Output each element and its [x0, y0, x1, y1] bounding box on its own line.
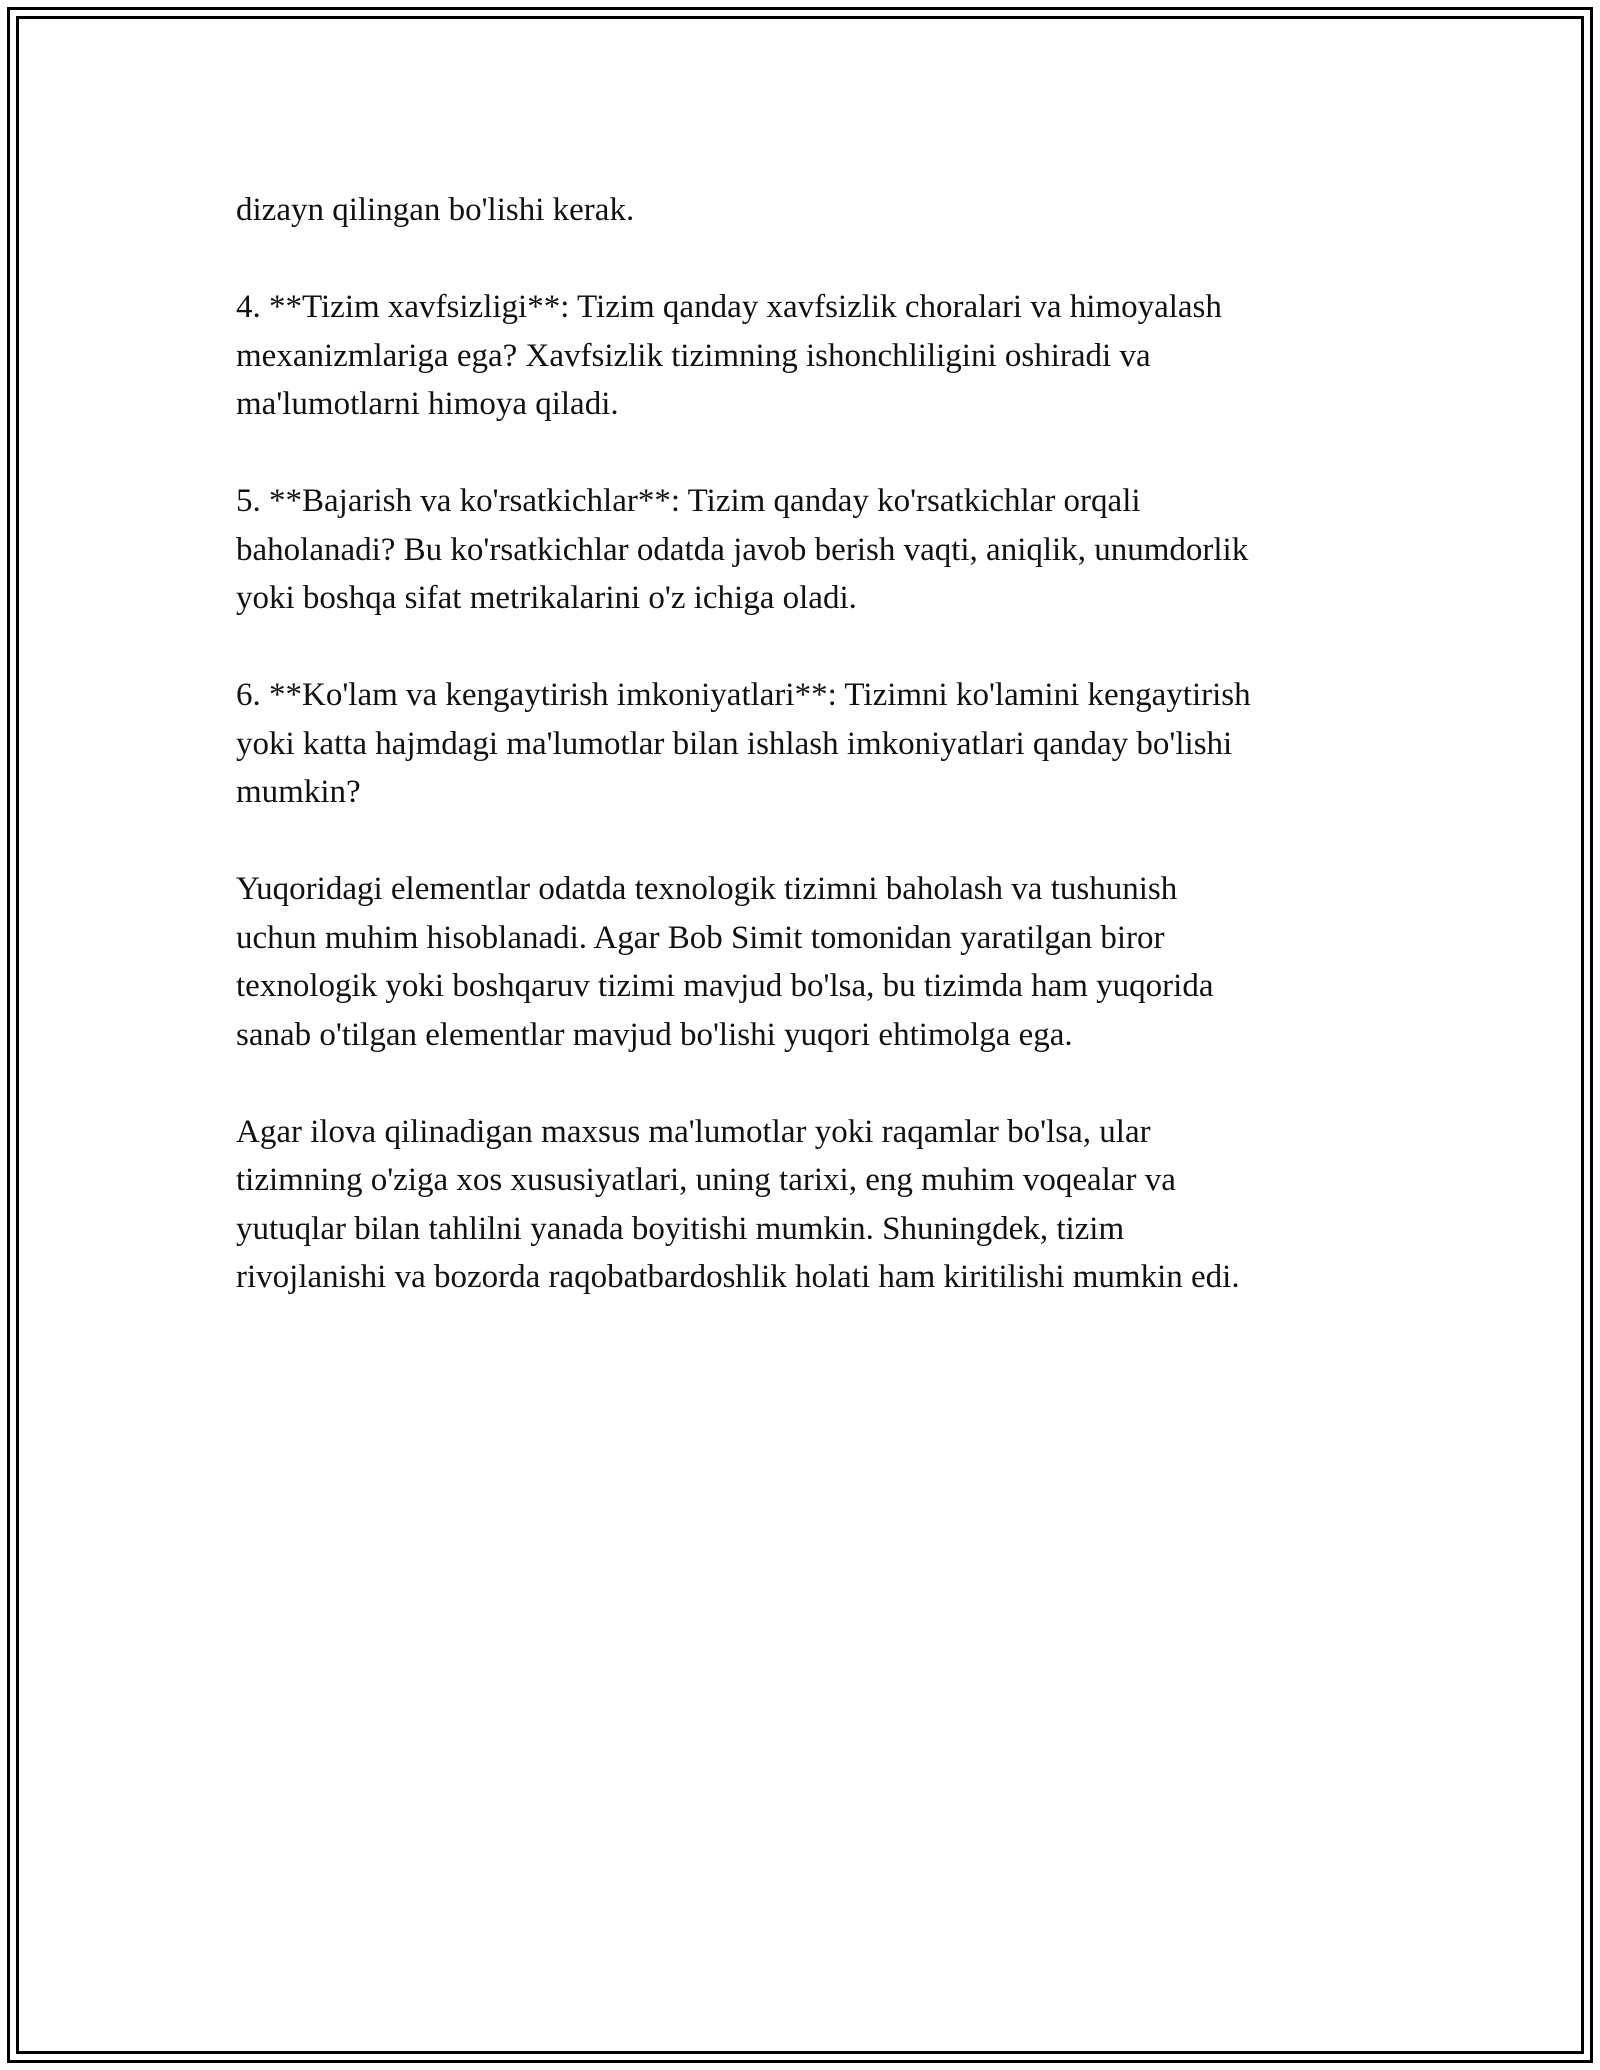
paragraph-item-4-security: 4. **Tizim xavfsizligi**: Tizim qanday xavfsizlik choralari va himoyalash mexanizmlariga ega? Xavfsizlik tizimning ishonchliligini oshiradi va ma'lumotlarni himoya qiladi.: [236, 289, 1222, 422]
paragraph-additional-info: Agar ilova qilinadigan maxsus ma'lumotlar yoki raqamlar bo'lsa, ular tizimning o'ziga xos xususiyatlari, uning tarixi, eng muhim voqealar va yutuqlar bilan tahlilni yanada boyitishi mumkin. Shuningdek, tizim rivojlanishi va bozorda raqobatbardoshlik holati ham kiritilishi mumkin edi.: [236, 1113, 1240, 1295]
document-body: [236, 186, 1376, 1350]
paragraph-item-5-performance: 5. **Bajarish va ko'rsatkichlar**: Tizim qanday ko'rsatkichlar orqali baholanadi? Bu ko'rsatkichlar odatda javob berish vaqti, aniqlik, unumdorlik yoki boshqa sifat metrikalarini o'z ichiga oladi.: [236, 483, 1249, 616]
paragraph-continuation: dizayn qilingan bo'lishi kerak.: [236, 192, 635, 228]
paragraph-item-6-scalability: 6. **Ko'lam va kengaytirish imkoniyatlari**: Tizimni ko'lamini kengaytirish yoki katta hajmdagi ma'lumotlar bilan ishlash imkoniyatlari qanday bo'lishi mumkin?: [236, 677, 1251, 810]
paragraph-summary: Yuqoridagi elementlar odatda texnologik tizimni baholash va tushunish uchun muhim hisoblanadi. Agar Bob Simit tomonidan yaratilgan biror texnologik yoki boshqaruv tizimi mavjud bo'lsa, bu tizimda ham yuqorida sanab o'tilgan elementlar mavjud bo'lishi yuqori ehtimolga ega.: [236, 871, 1214, 1053]
